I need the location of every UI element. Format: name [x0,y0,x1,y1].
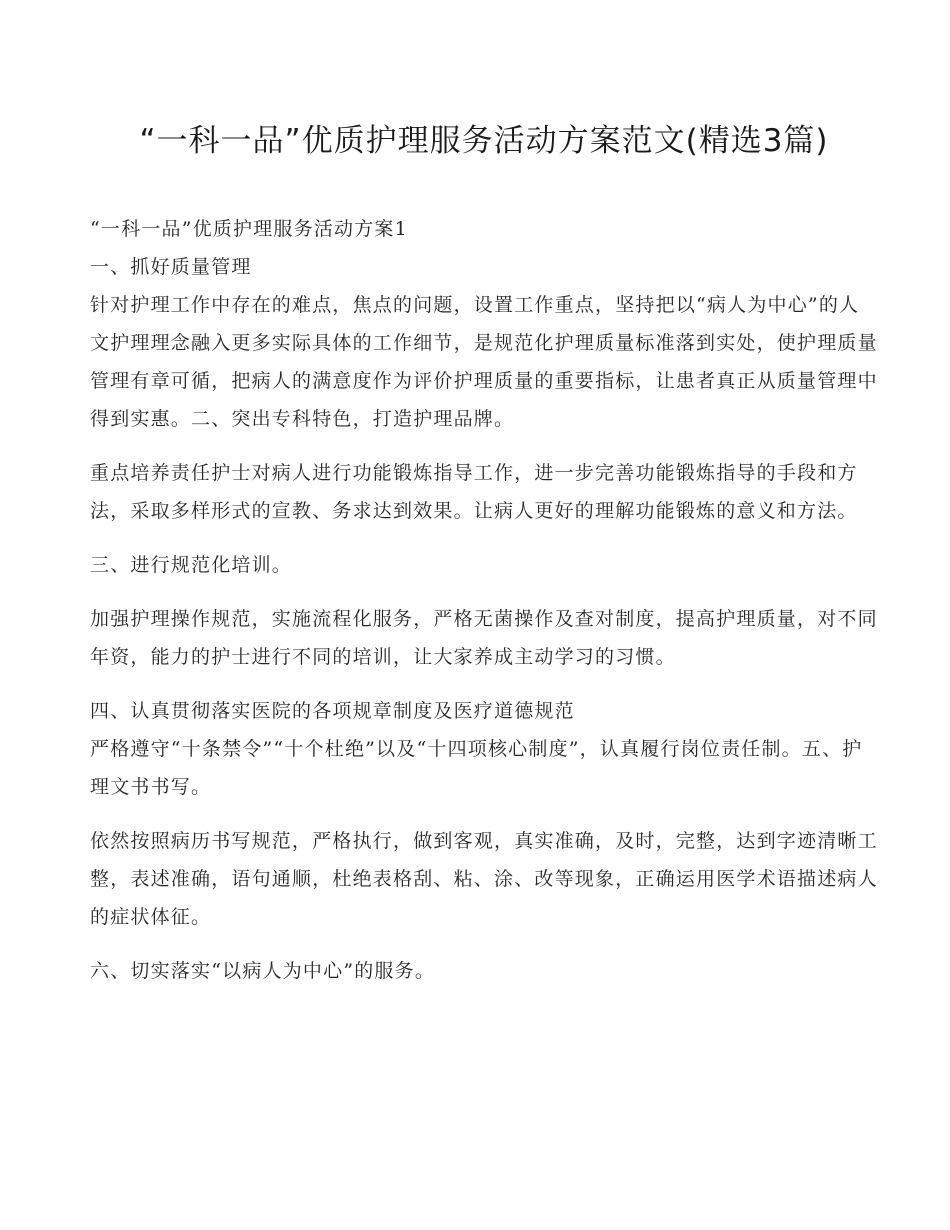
paragraph-standard-training: 加强护理操作规范，实施流程化服务，严格无菌操作及查对制度，提高护理质量，对不同年资，能力的护士进行不同的培训，让大家养成主动学习的习惯。 [90,608,878,668]
paragraph-function-training: 重点培养责任护士对病人进行功能锻炼指导工作，进一步完善功能锻炼指导的手段和方法，采取多样形式的宣教、务求达到效果。让病人更好的理解功能锻炼的意义和方法。 [90,462,858,522]
paragraph-record-writing: 依然按照病历书写规范，严格执行，做到客观，真实准确，及时，完整，达到字迹清晰工整，表述准确，语句通顺，杜绝表格刮、粘、涂、改等现象，正确运用医学术语描述病人的症状体征。 [90,830,878,928]
subtitle-plan-1: “一科一品”优质护理服务活动方案1 [90,218,408,240]
paragraph-quality-management: 针对护理工作中存在的难点，焦点的问题，设置工作重点，坚持把以“病人为中心”的人文护理理念融入更多实际具体的工作细节，是规范化护理质量标准落到实处，使护理质量管理有章可循，把病人的满意度作为评价护理质量的重要指标，让患者真正从质量管理中得到实惠。二、突出专科特色，打造护理品牌。 [90,294,878,430]
document-title: “一科一品”优质护理服务活动方案范文(精选3篇) [139,123,829,159]
paragraph-hospital-rules: 严格遵守“十条禁令”“十个杜绝”以及“十四项核心制度”，认真履行岗位责任制。五、护理文书书写。 [90,738,863,798]
heading-quality-management: 一、抓好质量管理 [90,256,252,278]
heading-standard-training: 三、进行规范化培训。 [90,554,293,576]
heading-hospital-rules: 四、认真贯彻落实医院的各项规章制度及医疗道德规范 [90,700,575,722]
heading-patient-centered: 六、切实落实“以病人为中心”的服务。 [90,960,436,982]
document-body [90,210,878,990]
